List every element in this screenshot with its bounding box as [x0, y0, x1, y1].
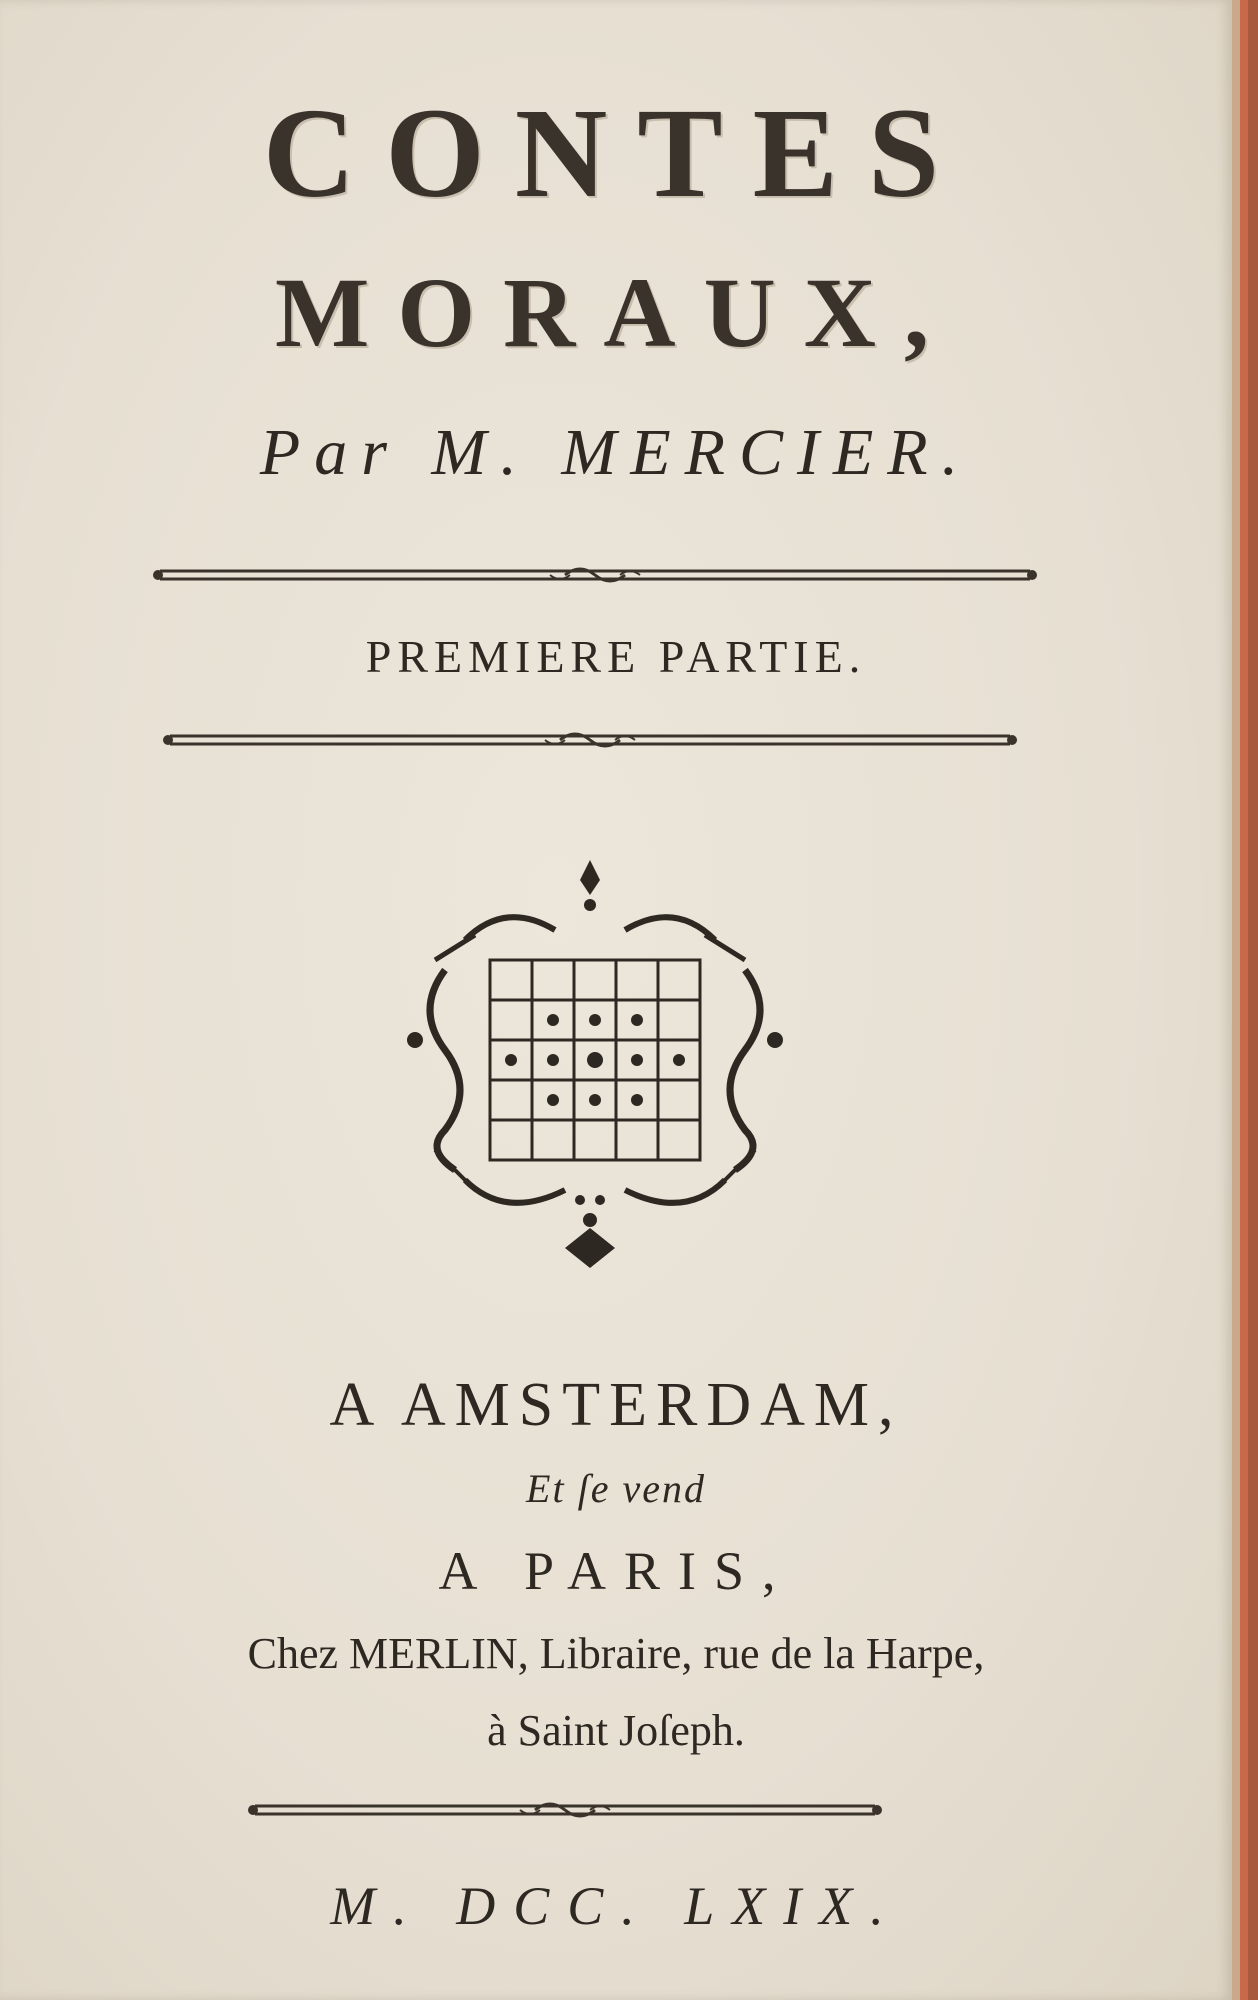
sold-note: Et ſe vend [526, 1466, 706, 1511]
address-line: à Saint Joſeph. [487, 1706, 745, 1755]
rule-ornament-top [150, 560, 1040, 590]
title-line-moraux: MORAUX, [274, 257, 958, 368]
red-page-edge [1240, 0, 1248, 2000]
printers-device-vignette [405, 850, 785, 1275]
rule-ornament-middle [160, 725, 1020, 755]
page-edge [1232, 0, 1240, 2000]
author-line: Par M. MERCIER. [259, 416, 973, 489]
publisher-line: Chez MERLIN, Libraire, rue de la Harpe, [247, 1629, 985, 1678]
part-heading: PREMIERE PARTIE. [365, 631, 867, 682]
imprint-city: A AMSTERDAM, [329, 1371, 903, 1439]
publication-date: M. DCC. LXIX. [330, 1876, 902, 1936]
rule-ornament-bottom [245, 1795, 885, 1825]
sold-city: A PARIS, [438, 1541, 794, 1601]
title-line-contes: CONTES [262, 82, 970, 224]
book-cover-edge [1248, 0, 1258, 2000]
